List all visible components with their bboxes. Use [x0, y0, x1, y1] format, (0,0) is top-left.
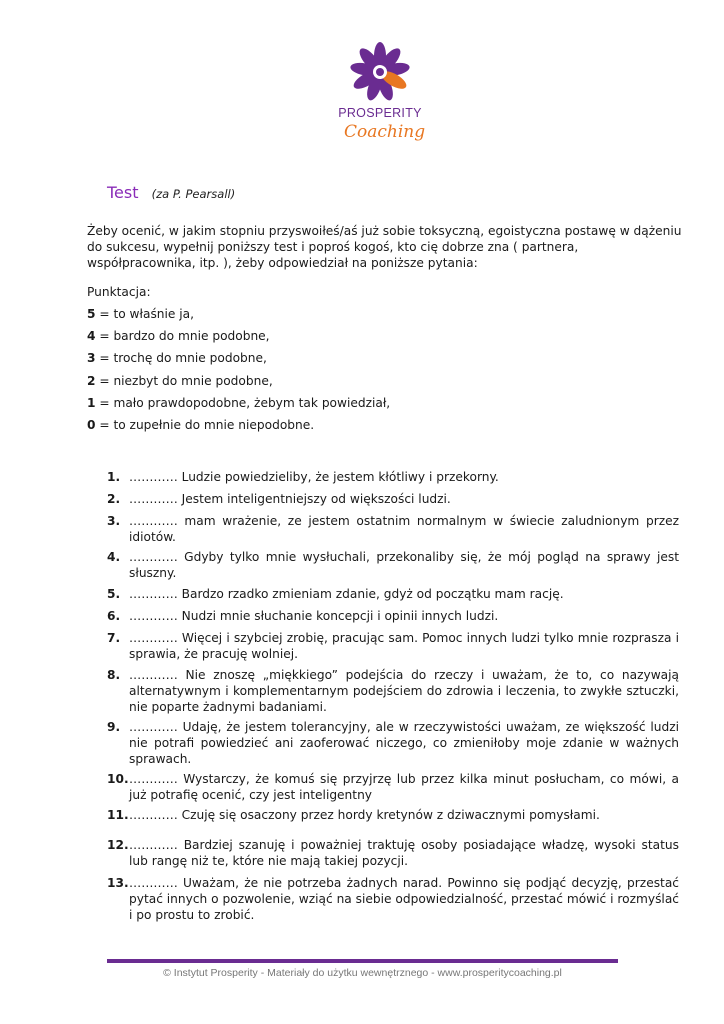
scoring-item: [87, 373, 390, 395]
question-number: 9.: [107, 720, 121, 734]
question-text: ………… Czuję się osaczony przez hordy kretynów z dziwacznymi pomysłami.: [129, 808, 600, 822]
question-number: 11.: [107, 808, 129, 822]
question-item: [107, 469, 679, 485]
question-number: 4.: [107, 550, 121, 564]
scoring-item: [87, 306, 390, 328]
score-value: 4: [87, 329, 96, 344]
score-value: 2: [87, 373, 96, 388]
question-text: ………… Nie znoszę „miękkiego” podejścia do rzeczy i uważam, że to, co nazywają alternatywnym i komplementarnym podejściem do zdrowia i leczenia, to zwykłe sztuczki, nie poparte żadnymi badaniami.: [129, 668, 679, 714]
score-description: = mało prawdopodobne, żebym tak powiedział,: [95, 395, 391, 410]
question-text: ………… Uważam, że nie potrzeba żadnych narad. Powinno się podjąć decyzję, przestać pytać innych o pozwolenie, wziąć na siebie odpowiedzialność, przestać mówić i rozmyślać i po prostu to zrobić.: [129, 876, 679, 922]
question-text: ………… Bardzo rzadko zmieniam zdanie, gdyż od początku mam rację.: [129, 587, 564, 601]
question-text: ………… Więcej i szybciej zrobię, pracując sam. Pomoc innych ludzi tylko mnie rozprasza i sprawia, że pracuję wolniej.: [129, 631, 679, 661]
scoring-item: [87, 417, 390, 439]
question-item: [107, 586, 679, 602]
score-description: = bardzo do mnie podobne,: [95, 329, 270, 344]
score-value: 1: [87, 395, 96, 410]
score-description: = to właśnie ja,: [95, 307, 195, 321]
score-value: 0: [87, 417, 96, 432]
question-item: [107, 771, 679, 803]
question-number: 10.: [107, 772, 129, 786]
score-description: = trochę do mnie podobne,: [95, 351, 267, 366]
question-text: ………… mam wrażenie, ze jestem ostatnim normalnym w świecie zaludnionym przez idiotów.: [129, 514, 679, 544]
question-item: [107, 667, 679, 715]
question-number: 5.: [107, 587, 121, 601]
title-row: [107, 183, 235, 202]
flower-logo-icon: [350, 40, 410, 104]
question-item: [107, 875, 679, 923]
question-number: 1.: [107, 470, 121, 484]
scoring-heading: Punktacja:: [87, 285, 151, 299]
footer-divider: [107, 959, 618, 963]
score-description: = niezbyt do mnie podobne,: [95, 373, 273, 388]
footer-text: © Instytut Prosperity - Materiały do użytku wewnętrznego - www.prosperitycoaching.pl: [163, 967, 562, 979]
question-number: 8.: [107, 668, 121, 682]
question-text: ………… Wystarczy, że komuś się przyjrzę lub przez kilka minut posłucham, co mówi, a już potrafię ocenić, czy jest inteligentny: [129, 772, 679, 802]
scoring-list: [87, 306, 390, 439]
question-item: [107, 837, 679, 869]
question-number: 3.: [107, 514, 121, 528]
question-item: [107, 549, 679, 581]
page-title: Test: [107, 183, 139, 202]
question-text: ………… Ludzie powiedzieliby, że jestem kłótliwy i przekorny.: [129, 470, 499, 484]
score-value: 5: [87, 307, 96, 321]
intro-paragraph: Żeby ocenić, w jakim stopniu przyswoiłeś/aś już sobie toksyczną, egoistyczna postawę w dążeniu do sukcesu, wypełnij poniższy test i poproś kogoś, kto cię dobrze zna ( partnera, współpracownika, itp. ), żeby odpowiedział na poniższe pytania:: [87, 224, 682, 270]
score-value: 3: [87, 351, 96, 366]
question-item: [107, 630, 679, 662]
question-text: ………… Gdyby tylko mnie wysłuchali, przekonaliby się, że mój pogląd na sprawy jest słuszny.: [129, 550, 679, 580]
score-description: = to zupełnie do mnie niepodobne.: [95, 417, 315, 432]
logo-script-text: Coaching: [344, 122, 426, 142]
question-text: ………… Bardziej szanuję i poważniej traktuję osoby posiadające władzę, wysoki status lub rangę niż te, które nie mają takiej pozycji.: [129, 838, 679, 868]
question-number: 2.: [107, 492, 121, 506]
scoring-item: [87, 350, 390, 372]
question-item: [107, 513, 679, 545]
scoring-item: [87, 328, 390, 350]
question-item: [107, 807, 679, 823]
question-text: ………… Jestem inteligentniejszy od większości ludzi.: [129, 492, 451, 506]
question-item: [107, 608, 679, 624]
question-number: 12.: [107, 838, 129, 852]
question-text: ………… Nudzi mnie słuchanie koncepcji i opinii innych ludzi.: [129, 609, 499, 623]
question-item: [107, 719, 679, 767]
question-text: ………… Udaję, że jestem tolerancyjny, ale w rzeczywistości uważam, ze większość ludzi nie potrafi powiedzieć ani zaoferować niczego, co zmieniłoby moje zdanie w ważnych sprawach.: [129, 720, 679, 766]
question-number: 7.: [107, 631, 121, 645]
question-number: 6.: [107, 609, 121, 623]
question-number: 13.: [107, 876, 129, 890]
page-subtitle: (za P. Pearsall): [151, 187, 236, 201]
question-item: [107, 491, 679, 507]
logo: [330, 40, 440, 155]
logo-brand-text: PROSPERITY: [338, 106, 422, 120]
scoring-item: [87, 395, 390, 417]
